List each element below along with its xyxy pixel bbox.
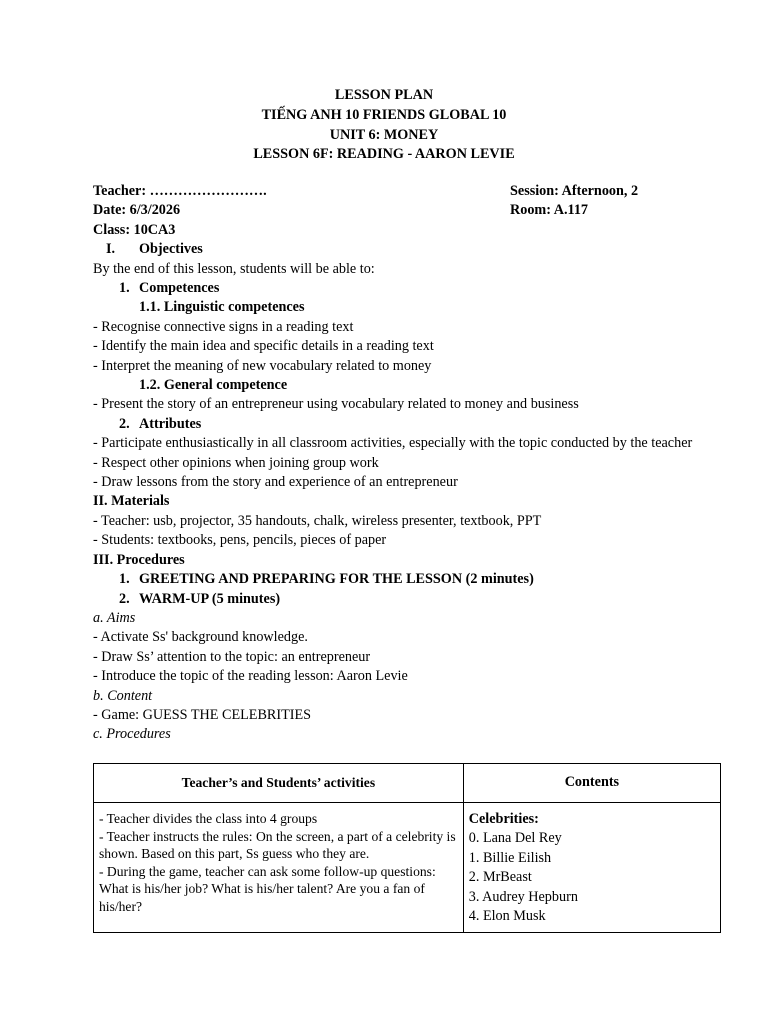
celebrities-title: Celebrities: (468, 811, 539, 827)
table-header-row (94, 764, 721, 803)
list-item: 2. MrBeast (468, 869, 532, 886)
list-item: - Draw lessons from the story and experience of an entrepreneur (93, 474, 458, 491)
list-item: 3. Audrey Hepburn (468, 888, 578, 905)
list-item: - Draw Ss’ attention to the topic: an entrepreneur (93, 648, 371, 665)
general-heading: 1.2. General competence (139, 377, 288, 394)
attributes-heading: 2. Attributes (119, 415, 202, 432)
competences-heading: 1. Competences (119, 280, 220, 296)
document-body (93, 182, 733, 745)
list-item: - Respect other opinions when joining group work (93, 454, 379, 471)
step-warmup: 2. WARM-UP (5 minutes) (119, 590, 281, 607)
list-item: - Students: textbooks, pens, pencils, pieces of paper (93, 532, 387, 549)
objectives-heading: I. Objectives (106, 241, 203, 258)
materials-heading: II. Materials (93, 493, 170, 510)
list-item: 1. Billie Eilish (468, 849, 552, 866)
step-greeting: 1. GREETING AND PREPARING FOR THE LESSON (2 minutes) (119, 571, 534, 588)
content-item: - Game: GUESS THE CELEBRITIES (93, 706, 312, 723)
contents-cell (463, 803, 720, 933)
list-item: - Teacher divides the class into 4 groups (99, 811, 318, 826)
list-item: - Teacher: usb, projector, 35 handouts, chalk, wireless presenter, textbook, PPT (93, 512, 542, 529)
procedures-heading: III. Procedures (93, 551, 185, 568)
room-field: Room: A.117 (510, 202, 589, 219)
document-header (0, 86, 768, 165)
header-lesson: LESSON 6F: READING - AARON LEVIE (253, 146, 515, 163)
list-item: - Participate enthusiastically in all classroom activities, especially with the topic conducted by the teacher (93, 435, 693, 452)
list-item: - Interpret the meaning of new vocabulary related to money (93, 357, 432, 374)
list-item: 4. Elon Musk (468, 908, 546, 925)
list-item: - Recognise connective signs in a reading text (93, 318, 354, 335)
list-item: - Identify the main idea and specific details in a reading text (93, 338, 434, 355)
date-field: Date: 6/3/2026 (93, 202, 181, 219)
objectives-intro: By the end of this lesson, students will be able to: (93, 260, 375, 277)
session-field: Session: Afternoon, 2 (510, 183, 639, 199)
list-item: - Present the story of an entrepreneur using vocabulary related to money and business (93, 396, 579, 413)
list-item: - Teacher instructs the rules: On the screen, a part of a celebrity is shown. Based on this part, Ss guess who they are. (99, 828, 456, 862)
meta-row-teacher (93, 182, 733, 201)
table-row (94, 803, 721, 933)
activities-cell (94, 803, 464, 933)
list-item: - Introduce the topic of the reading lesson: Aaron Levie (93, 668, 408, 685)
content-label: b. Content (93, 687, 153, 704)
list-item: - Activate Ss' background knowledge. (93, 629, 308, 646)
header-course: TIẾNG ANH 10 FRIENDS GLOBAL 10 (261, 106, 507, 123)
table-header-activities: Teacher’s and Students’ activities (94, 764, 464, 803)
procedures-table (93, 763, 721, 933)
list-item: 0. Lana Del Rey (468, 830, 562, 847)
header-unit: UNIT 6: MONEY (329, 126, 439, 143)
meta-row-date (93, 201, 733, 220)
table-header-contents: Contents (463, 764, 720, 803)
teacher-field: Teacher: ……………………. (93, 183, 267, 199)
aims-label: a. Aims (93, 609, 136, 626)
class-field: Class: 10CA3 (93, 221, 176, 238)
procedures-label: c. Procedures (93, 726, 171, 743)
list-item: - During the game, teacher can ask some follow-up questions: What is his/her job? What is his/her talent? Are you a fan of his/her? (99, 863, 436, 914)
linguistic-heading: 1.1. Linguistic competences (139, 299, 305, 316)
header-lesson-plan: LESSON PLAN (334, 87, 434, 103)
